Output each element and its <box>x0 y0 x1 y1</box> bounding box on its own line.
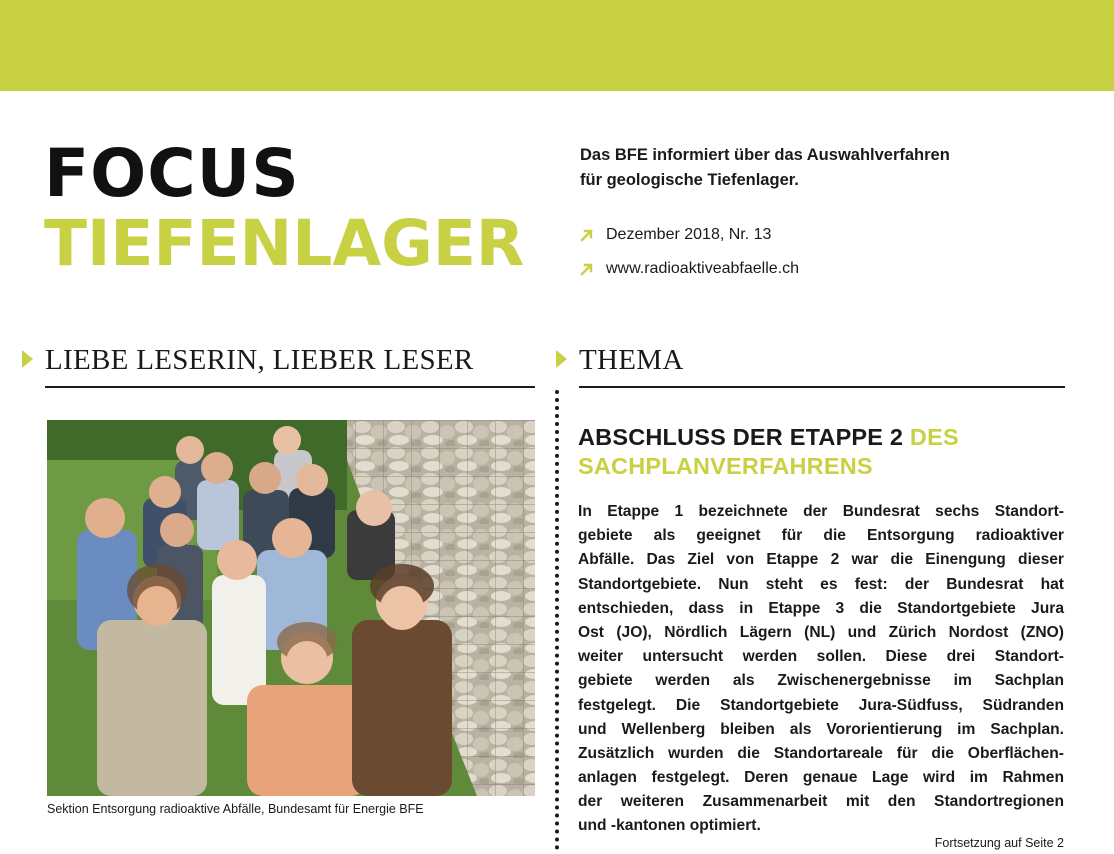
article-body-line: Standortgebiete. Nun steht es fest: der Bundesrat hat <box>578 575 1064 593</box>
section-rule <box>579 386 1065 388</box>
section-heading-thema <box>556 340 1065 388</box>
section-heading-leserin <box>22 340 535 388</box>
masthead-title-tiefenlager: TIEFENLAGER <box>44 207 525 280</box>
article-title-green: SACHPLANVERFAHRENS <box>578 453 873 479</box>
article-body-line: entschieden, dass in Etappe 3 die Standortgebiete Jura <box>578 599 1064 617</box>
article-body-line: gebiete als geeignet für die Entsorgung radioaktiver <box>578 527 1064 545</box>
website-row[interactable] <box>580 252 799 286</box>
article-body-line: Ost (JO), Nördlich Lägern (NL) und Zürich Nordost (ZNO) <box>578 623 1064 641</box>
article-body-line: festgelegt. Die Standortgebiete Jura-Südfuss, Südranden <box>578 696 1064 714</box>
article-body-line: In Etappe 1 bezeichnete der Bundesrat sechs Standort- <box>578 503 1064 520</box>
arrow-up-right-icon <box>580 228 594 242</box>
website-link[interactable]: www.radioaktiveabfaelle.ch <box>606 260 799 277</box>
article-body-line: Zusätzlich wurden die Standortareale für die Oberflächen- <box>578 744 1064 762</box>
article-body-line: anlagen festgelegt. Deren genaue Lage wird im Rahmen <box>578 769 1064 787</box>
article-body-line: und -kantonen optimiert. <box>578 817 761 835</box>
continued-note: Fortsetzung auf Seite 2 <box>934 836 1064 850</box>
article-body-line: gebiete werden als Zwischenergebnisse im Sachplan <box>578 672 1064 690</box>
photo-caption: Sektion Entsorgung radioaktive Abfälle, Bundesamt für Energie BFE <box>47 802 424 816</box>
column-divider <box>555 390 559 850</box>
article-title-green: DES <box>909 424 959 450</box>
intro-line: für geologische Tiefenlager. <box>580 171 799 189</box>
triangle-marker-icon <box>556 350 567 368</box>
team-photo <box>47 420 535 796</box>
article-body-line: weiter untersucht werden sollen. Diese drei Standort- <box>578 648 1064 666</box>
issue-row <box>580 218 799 252</box>
arrow-up-right-icon <box>580 262 594 276</box>
issue-date: Dezember 2018, Nr. 13 <box>606 226 772 243</box>
intro-line: Das BFE informiert über das Auswahlverfahren <box>580 146 950 164</box>
article-body-line: der weiteren Zusammenarbeit mit den Standortregionen <box>578 793 1064 811</box>
masthead-title-focus: FOCUS <box>44 135 300 212</box>
article-title <box>578 423 1058 481</box>
section-rule <box>45 386 535 388</box>
issue-meta <box>580 218 799 286</box>
top-color-band <box>0 0 1114 91</box>
section-heading-label: LIEBE LESERIN, LIEBER LESER <box>45 344 474 376</box>
triangle-marker-icon <box>22 350 33 368</box>
section-heading-label: THEMA <box>579 344 684 376</box>
intro-text <box>580 143 1060 193</box>
article-body <box>578 500 1064 839</box>
article-body-line: und Wellenberg bleiben als Vororientierung im Sachplan. <box>578 720 1064 738</box>
article-body-line: Abfälle. Das Ziel von Etappe 2 war die Einengung dieser <box>578 551 1064 569</box>
article-title-dark: ABSCHLUSS DER ETAPPE 2 <box>578 424 910 450</box>
